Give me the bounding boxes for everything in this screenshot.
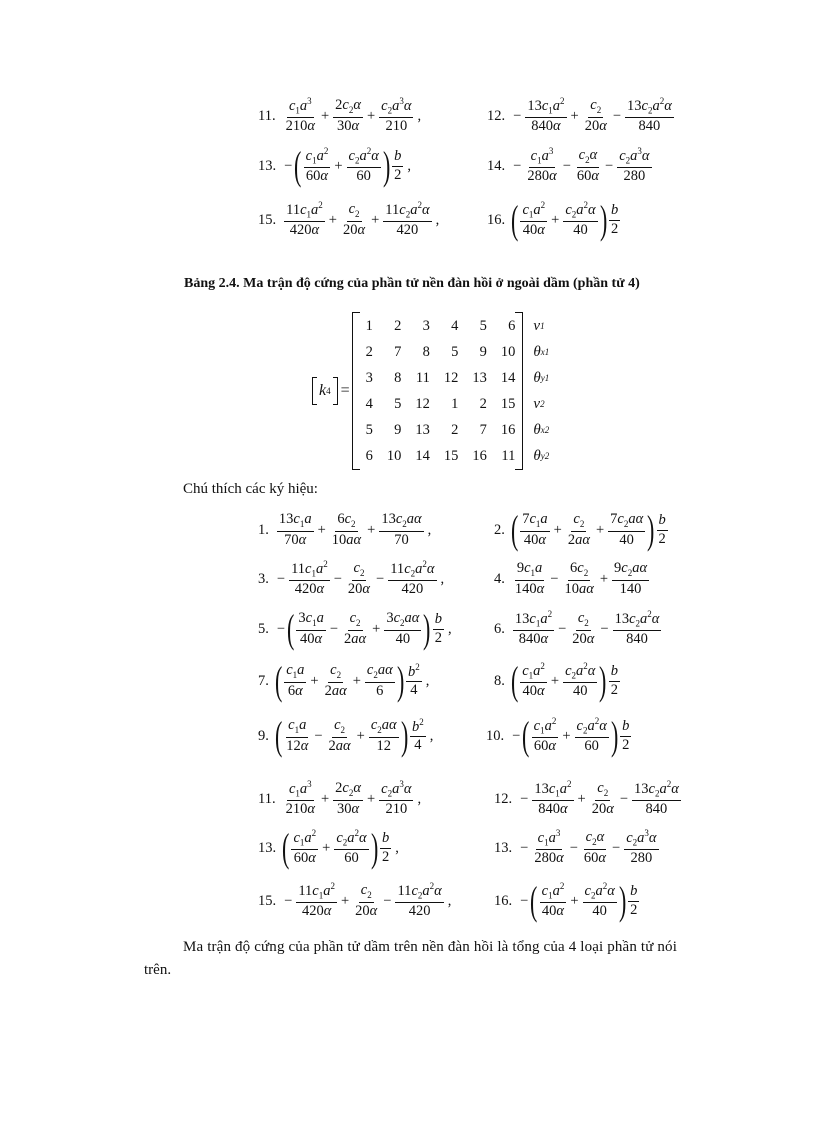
- matrix-cell: 12: [415, 395, 430, 412]
- matrix-cell: 2: [394, 317, 402, 334]
- formula-number: 6.: [494, 620, 505, 637]
- matrix-cell: 2: [365, 343, 373, 360]
- formula-number: 4.: [494, 570, 505, 587]
- stiffness-matrix: [312, 312, 549, 470]
- dof-vector: [533, 313, 549, 469]
- matrix-row: [360, 339, 516, 365]
- matrix-cell: 9: [394, 421, 402, 438]
- dof-entry: θ x2: [533, 421, 550, 438]
- matrix-cell: 15: [443, 447, 459, 464]
- matrix-cell: 13: [472, 369, 487, 386]
- matrix-cell: 2: [479, 395, 487, 412]
- matrix-label: k 4 =: [312, 377, 350, 405]
- formula-bottom-10: 10. − ( $\frac{c_1a^2}{60\alpha}$ + $\frac{c_2a^2\alpha}{60}$ ) $\frac{b}{2}$: [486, 713, 630, 758]
- matrix-row: [360, 365, 516, 391]
- dof-entry: θ y1: [533, 369, 550, 386]
- matrix-table: [360, 313, 516, 469]
- matrix-cell: 12: [443, 369, 459, 386]
- matrix-cell: 5: [479, 317, 487, 334]
- formula-bottom-1: 1. $\frac{13c_1a}{70\alpha}$ + $\frac{6c_2}{10a\alpha}$ + $\frac{13c_2a\alpha}{70}$ ,: [258, 511, 432, 548]
- formula-number: 15.: [258, 211, 277, 228]
- matrix-row: [360, 313, 516, 339]
- formula-number: 12.: [494, 790, 513, 807]
- matrix-cell: 1: [451, 395, 459, 412]
- matrix-cell: 11: [415, 369, 430, 386]
- matrix-cell: 1: [365, 317, 373, 334]
- formula-top-11: 11. $\frac{c_1a^3}{210\alpha}$ + $\frac{2c_2\alpha}{30\alpha}$ + $\frac{c_2a^3\alpha}{210}$ ,: [258, 96, 422, 135]
- formula-number: 10.: [486, 727, 505, 744]
- matrix-cell: 11: [501, 447, 516, 464]
- matrix-cell: 7: [479, 421, 487, 438]
- dof-entry: θ x1: [533, 343, 550, 360]
- matrix-cell: 2: [451, 421, 459, 438]
- formula-number: 12.: [487, 107, 506, 124]
- dof-entry: θ y2: [533, 447, 550, 464]
- matrix-cell: 6: [508, 317, 516, 334]
- formula-number: 2.: [494, 521, 505, 538]
- formula-number: 15.: [258, 892, 277, 909]
- paragraph-line-2: trên.: [144, 962, 172, 978]
- formula-number: 7.: [258, 672, 269, 689]
- matrix-cell: 9: [479, 343, 487, 360]
- dof-entry: v 2: [533, 395, 545, 412]
- matrix-row: [360, 391, 516, 417]
- matrix-cell: 15: [500, 395, 516, 412]
- formula-number: 13.: [494, 839, 513, 856]
- formula-bottom-5: 5. − ( $\frac{3c_1a}{40\alpha}$ − $\frac{c_2}{2a\alpha}$ + $\frac{3c_2a\alpha}{40}$ ) $\frac{b}{2}$ ,: [258, 606, 452, 651]
- formula-bottom-3: 3. − $\frac{11c_1a^2}{420\alpha}$ − $\frac{c_2}{20\alpha}$ − $\frac{11c_2a^2\alpha}{420}$ ,: [258, 559, 445, 598]
- matrix-cell: 8: [394, 369, 402, 386]
- matrix-cell: 5: [451, 343, 459, 360]
- formula-number: 14.: [487, 157, 506, 174]
- table-caption: Bảng 2.4. Ma trận độ cứng của phần tử nền đàn hồi ở ngoài dầm (phần tử 4): [184, 276, 640, 291]
- matrix-cell: 4: [365, 395, 373, 412]
- formula-number: 11.: [258, 107, 276, 124]
- matrix-cell: 5: [365, 421, 373, 438]
- dof-entry: v 1: [533, 317, 545, 334]
- formula-bottom-8: 8. ( $\frac{c_1a^2}{40\alpha}$ + $\frac{c_2a^2\alpha}{40}$ ) $\frac{b}{2}$: [494, 658, 618, 703]
- formula-number: 9.: [258, 727, 269, 744]
- matrix-cell: 14: [500, 369, 516, 386]
- matrix-cell: 16: [472, 447, 487, 464]
- matrix-cell: 3: [365, 369, 373, 386]
- notation-heading: Chú thích các ký hiệu:: [183, 481, 318, 497]
- matrix-cell: 8: [422, 343, 430, 360]
- formula-bottom-7: 7. ( $\frac{c_1a}{6\alpha}$ + $\frac{c_2}{2a\alpha}$ + $\frac{c_2a\alpha}{6}$ ) $\frac{b^2}{4}$ ,: [258, 658, 430, 703]
- formula-top-14: 14. − $\frac{c_1a^3}{280\alpha}$ − $\frac{c_2\alpha}{60\alpha}$ − $\frac{c_2a^3\alpha}{280}$: [487, 146, 650, 185]
- paragraph-line-1: Ma trận độ cứng của phần tử dầm trên nền đàn hồi là tổng của 4 loại phần tử nói: [183, 939, 678, 955]
- formula-bottom-2: 2. ( $\frac{7c_1a}{40\alpha}$ + $\frac{c_2}{2a\alpha}$ + $\frac{7c_2a\alpha}{40}$ ) $\frac{b}{2}$: [494, 507, 666, 552]
- formula-bottom-6: 6. $\frac{13c_1a^2}{840\alpha}$ − $\frac{c_2}{20\alpha}$ − $\frac{13c_2a^2\alpha}{840}$: [494, 609, 660, 648]
- formula-bottom-9: 9. ( $\frac{c_1a}{12\alpha}$ − $\frac{c_2}{2a\alpha}$ + $\frac{c_2a\alpha}{12}$ ) $\frac{b^2}{4}$ ,: [258, 713, 434, 758]
- formula-number: 16.: [487, 211, 506, 228]
- formula-bottom-11: 11. $\frac{c_1a^3}{210\alpha}$ + $\frac{2c_2\alpha}{30\alpha}$ + $\frac{c_2a^3\alpha}{210}$ ,: [258, 779, 422, 818]
- formula-top-12: 12. − $\frac{13c_1a^2}{840\alpha}$ + $\frac{c_2}{20\alpha}$ − $\frac{13c_2a^2\alpha}{840}$: [487, 96, 672, 135]
- matrix-cell: 13: [415, 421, 430, 438]
- formula-bottom-16: 16. − ( $\frac{c_1a^2}{40\alpha}$ + $\frac{c_2a^2\alpha}{40}$ ) $\frac{b}{2}$: [494, 878, 638, 923]
- formula-bottom-13a: 13. ( $\frac{c_1a^2}{60\alpha}$ + $\frac{c_2a^2\alpha}{60}$ ) $\frac{b}{2}$ ,: [258, 825, 399, 870]
- matrix-cell: 6: [365, 447, 373, 464]
- formula-number: 3.: [258, 570, 269, 587]
- formula-number: 8.: [494, 672, 505, 689]
- matrix-cell: 4: [451, 317, 459, 334]
- matrix-row: [360, 443, 516, 469]
- formula-bottom-12: 12. − $\frac{13c_1a^2}{840\alpha}$ + $\frac{c_2}{20\alpha}$ − $\frac{13c_2a^2\alpha}{840}$: [494, 779, 679, 818]
- formula-top-13: 13. − ( $\frac{c_1a^2}{60\alpha}$ + $\frac{c_2a^2\alpha}{60}$ ) $\frac{b}{2}$ ,: [258, 143, 412, 188]
- matrix-cell: 7: [394, 343, 402, 360]
- formula-bottom-4: 4. $\frac{9c_1a}{140\alpha}$ − $\frac{6c_2}{10a\alpha}$ + $\frac{9c_2a\alpha}{140}$: [494, 560, 648, 597]
- formula-bottom-13b: 13. − $\frac{c_1a^3}{280\alpha}$ − $\frac{c_2\alpha}{60\alpha}$ − $\frac{c_2a^3\alpha}{280}$: [494, 828, 657, 867]
- formula-number: 13.: [258, 839, 277, 856]
- matrix-cell: 5: [394, 395, 402, 412]
- matrix-cell: 14: [415, 447, 430, 464]
- formula-number: 5.: [258, 620, 269, 637]
- formula-number: 13.: [258, 157, 277, 174]
- matrix-row: [360, 417, 516, 443]
- formula-number: 11.: [258, 790, 276, 807]
- matrix-cell: 16: [500, 421, 516, 438]
- formula-number: 1.: [258, 521, 269, 538]
- formula-number: 16.: [494, 892, 513, 909]
- matrix-cell: 3: [422, 317, 430, 334]
- formula-top-16: 16. ( $\frac{c_1a^2}{40\alpha}$ + $\frac{c_2a^2\alpha}{40}$ ) $\frac{b}{2}$: [487, 197, 619, 242]
- matrix-cell: 10: [386, 447, 402, 464]
- matrix-cell: 10: [500, 343, 516, 360]
- formula-top-15: 15. $\frac{11c_1a^2}{420\alpha}$ + $\frac{c_2}{20\alpha}$ + $\frac{11c_2a^2\alpha}{420}$ ,: [258, 200, 440, 239]
- formula-bottom-15: 15. − $\frac{11c_1a^2}{420\alpha}$ + $\frac{c_2}{20\alpha}$ − $\frac{11c_2a^2\alpha}{420}$ ,: [258, 881, 452, 920]
